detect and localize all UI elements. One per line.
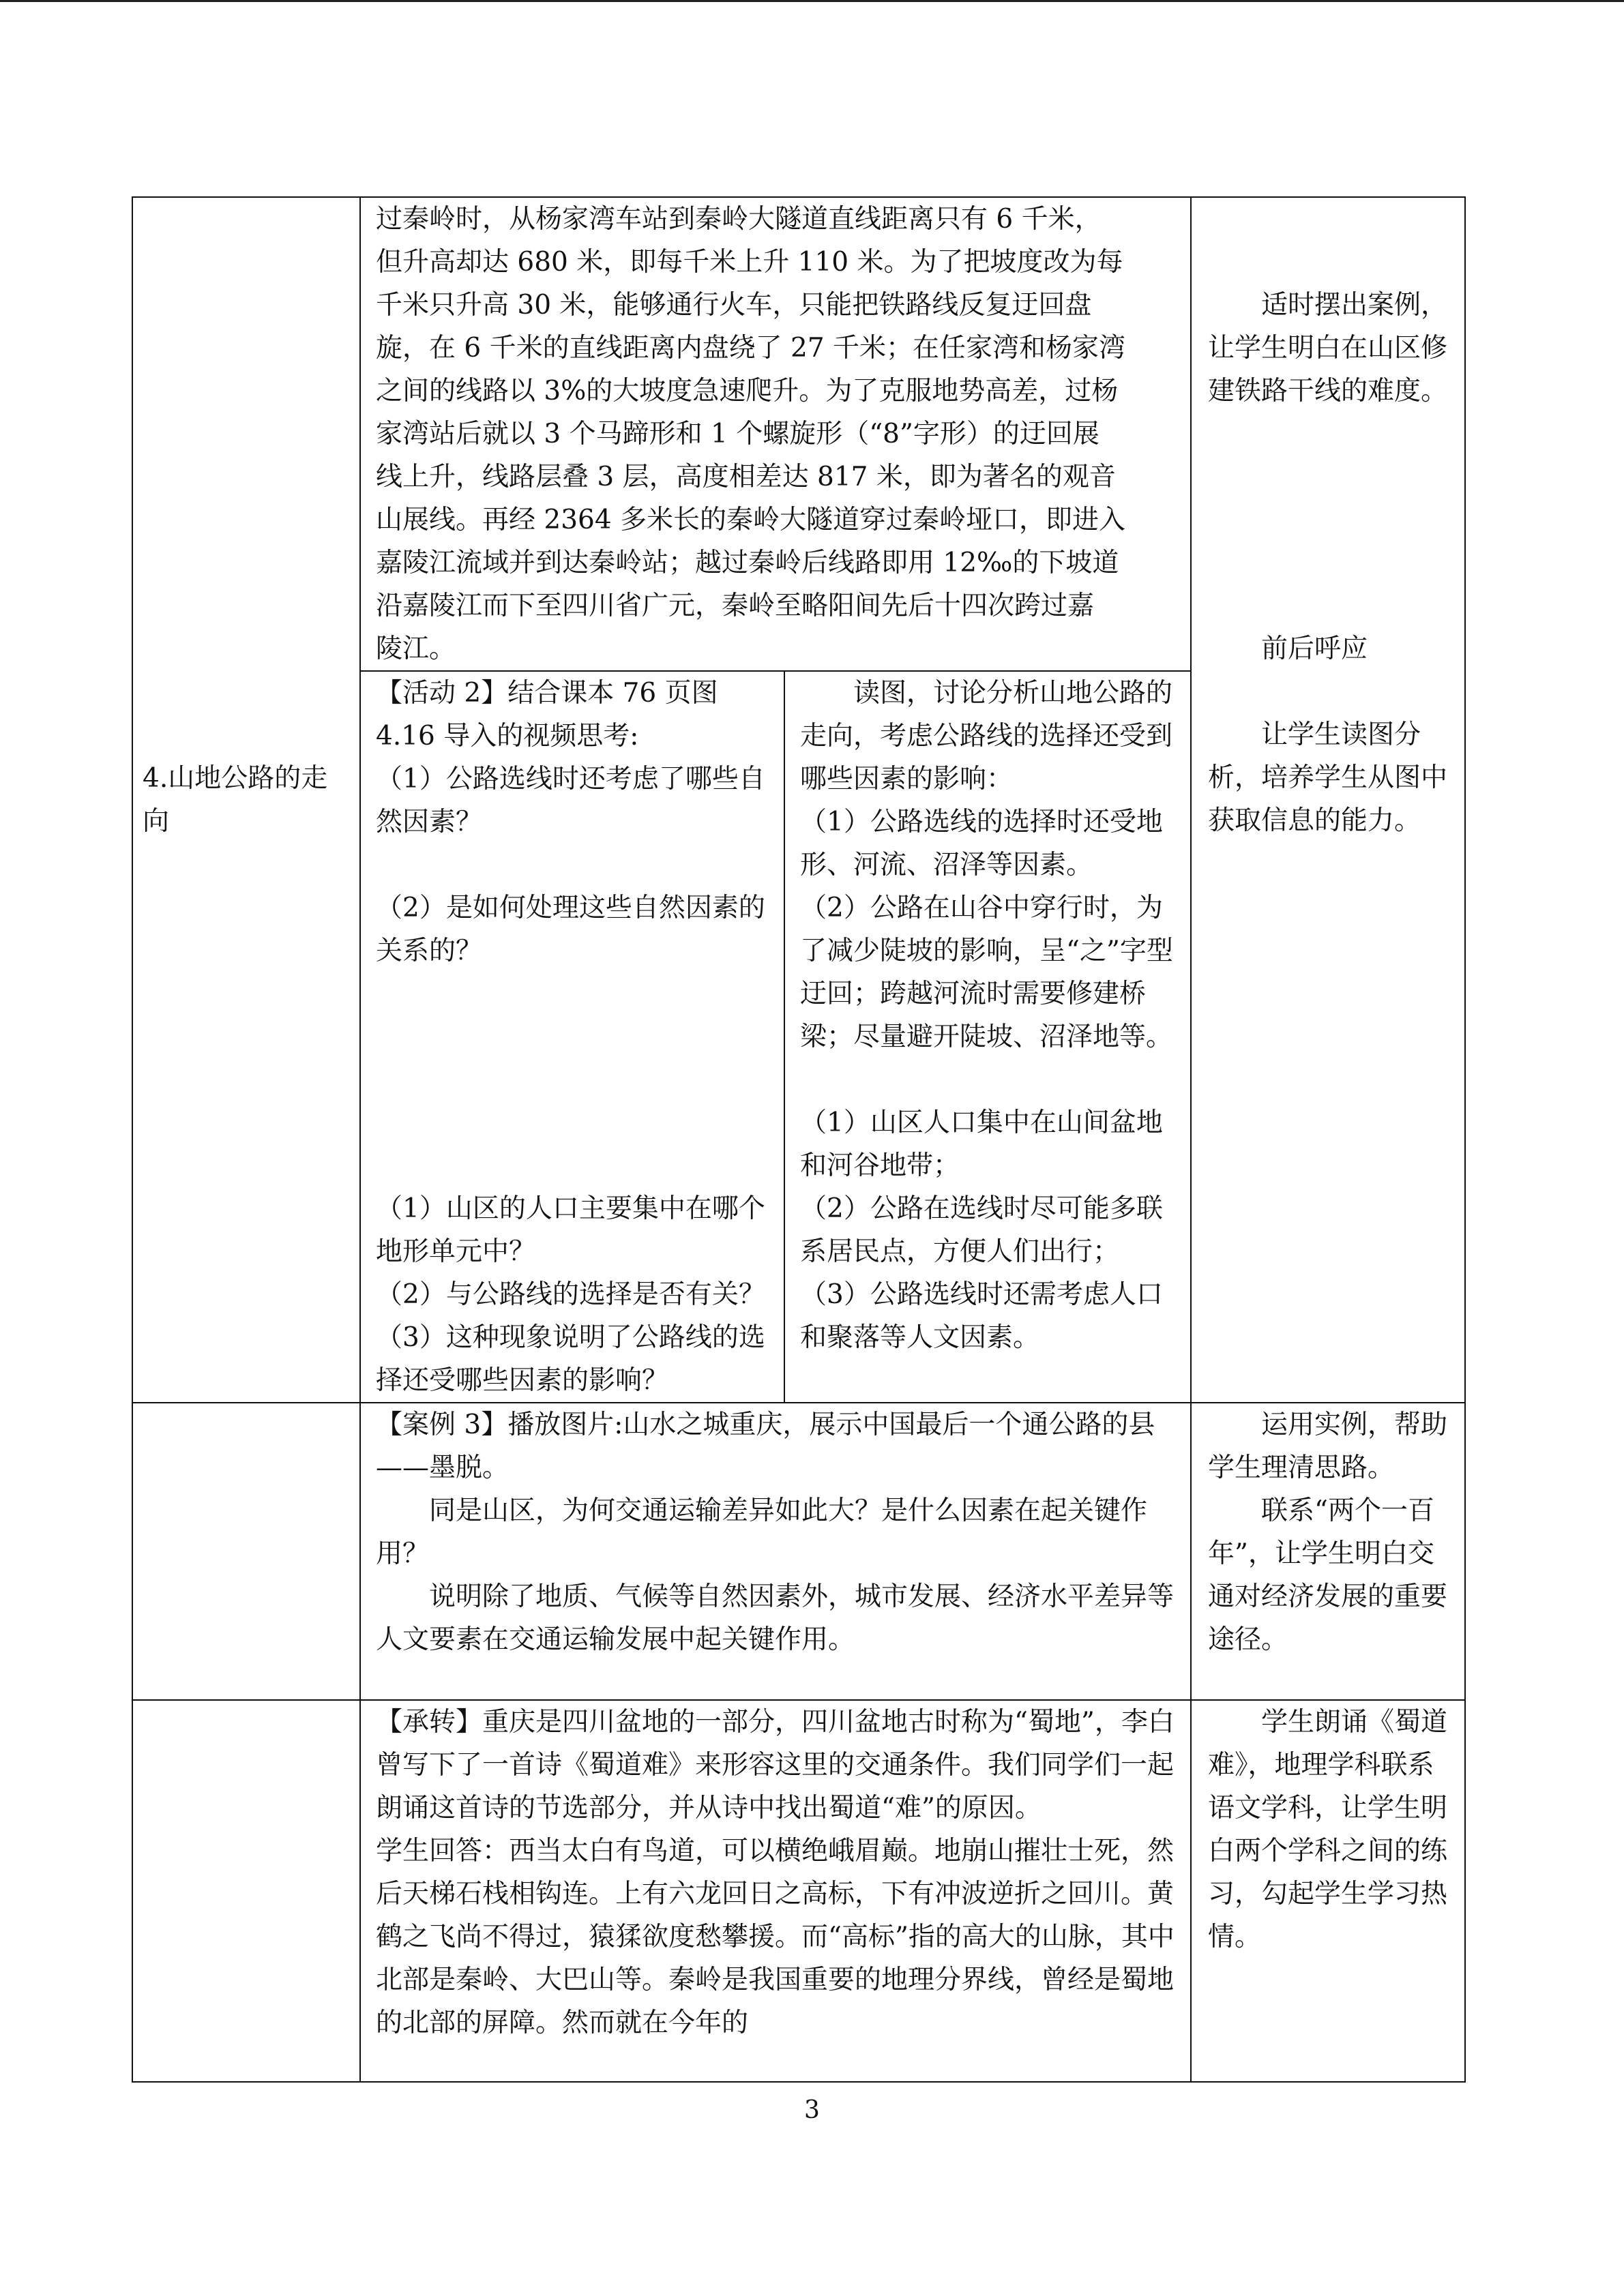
intent-read-map: 让学生读图分析，培养学生从图中获取信息的能力。 (1208, 719, 1448, 836)
transition-content-cell (360, 1700, 1191, 2082)
intent-echo: 前后呼应 (1261, 633, 1368, 664)
intent-cell-case3 (1191, 1403, 1465, 1700)
transition-paragraph: 【承转】重庆是四川盆地的一部分，四川盆地古时称为“蜀地”，李白曾写下了一首诗《蜀道难》来形容这里的交通条件。我们同学们一起朗诵这首诗的节选部分，并从诗中找出蜀道“难”的原因。 (376, 1707, 1175, 1823)
topic-label: 4.山地公路的走向 (143, 763, 328, 837)
student-answer: （3）公路选线时还需考虑人口和聚落等人文因素。 (800, 1279, 1163, 1353)
teacher-question: （1）山区的人口主要集中在哪个地形单元中？ (376, 1193, 765, 1267)
content-line: 旋，在 6 千米的直线距离内盘绕了 27 千米；在任家湾和杨家湾 (376, 333, 1126, 363)
intent-case3: 运用实例，帮助学生理清思路。 (1208, 1410, 1448, 1483)
content-line: 沿嘉陵江而下至四川省广元，秦岭至略阳间先后十四次跨过嘉 (376, 591, 1095, 621)
topic-cell (132, 197, 360, 1403)
teacher-question: （2）与公路线的选择是否有关？ (376, 1279, 765, 1310)
content-line: 线上升，线路层叠 3 层，高度相差达 817 米，即为著名的观音 (376, 462, 1116, 492)
row-qinling-case (132, 197, 1465, 671)
student-answer-paragraph: 学生回答：西当太白有鸟道，可以横绝峨眉巅。地崩山摧壮士死，然后天梯石栈相钩连。上有六龙回日之高标，下有冲波逆折之回川。黄鹤之飞尚不得过，猿猱欲度愁攀援。而“高标”指的高大的山脉，其中北部是秦岭、大巴山等。秦岭是我国重要的地理分界线，曾经是蜀地的北部的屏障。然而就在今年的 (376, 1836, 1175, 2038)
teacher-question: （2）是如何处理这些自然因素的关系的？ (376, 893, 765, 966)
teacher-question: （1）公路选线时还考虑了哪些自然因素？ (376, 764, 765, 837)
intent-cell-transition (1191, 1700, 1465, 2082)
page-number: 3 (804, 2096, 820, 2124)
content-line: 之间的线路以 3%的大坡度急速爬升。为了克服地势高差，过杨 (376, 376, 1119, 406)
intent-two-centenary: 联系“两个一百年”，让学生明白交通对经济发展的重要途径。 (1208, 1495, 1448, 1655)
teacher-activity-cell (360, 671, 784, 1403)
intent-transition: 学生朗诵《蜀道难》，地理学科联系语文学科，让学生明白两个学科之间的练习，勾起学生学习热情。 (1208, 1707, 1448, 1952)
row-case-3 (132, 1403, 1465, 1700)
content-line: 陵江。 (376, 633, 456, 664)
student-intro: 读图，讨论分析山地公路的走向，考虑公路线的选择还受到哪些因素的影响： (800, 678, 1173, 794)
case3-line: 说明除了地质、气候等自然因素外，城市发展、经济水平差异等人文要素在交通运输发展中起关键作用。 (376, 1581, 1175, 1655)
lesson-plan-table (132, 196, 1466, 2083)
empty-topic-cell (132, 1403, 360, 1700)
qinling-content-cell (360, 197, 1191, 671)
content-line: 但升高却达 680 米，即每千米上升 110 米。为了把坡度改为每 (376, 247, 1123, 278)
content-line: 家湾站后就以 3 个马蹄形和 1 个螺旋形（“8”字形）的迂回展 (376, 419, 1099, 449)
student-answer: （1）山区人口集中在山间盆地和河谷地带； (800, 1107, 1163, 1181)
page-top-border (0, 0, 1624, 2)
content-line: 过秦岭时，从杨家湾车站到秦岭大隧道直线距离只有 6 千米， (376, 204, 1102, 235)
row-transition (132, 1700, 1465, 2082)
case3-content-cell (360, 1403, 1191, 1700)
student-activity-cell (784, 671, 1191, 1403)
content-line: 千米只升高 30 米，能够通行火车，只能把铁路线反复迂回盘 (376, 290, 1092, 320)
teacher-question: （3）这种现象说明了公路线的选择还受哪些因素的影响？ (376, 1322, 765, 1396)
intent-cell-qinling-activity (1191, 197, 1465, 1403)
activity-header: 【活动 2】结合课本 76 页图 4.16 导入的视频思考: (376, 678, 718, 751)
case3-line: 同是山区，为何交通运输差异如此大？是什么因素在起关键作用？ (376, 1495, 1148, 1569)
empty-topic-cell (132, 1700, 360, 2082)
content-line: 嘉陵江流域并到达秦岭站；越过秦岭后线路即用 12‰的下坡道 (376, 548, 1119, 578)
content-line: 山展线。再经 2364 多米长的秦岭大隧道穿过秦岭垭口，即进入 (376, 505, 1126, 535)
student-answer: （1）公路选线的选择时还受地形、河流、沼泽等因素。 (800, 807, 1163, 880)
student-answer: （2）公路在选线时尽可能多联系居民点，方便人们出行； (800, 1193, 1163, 1267)
student-answer: （2）公路在山谷中穿行时，为了减少陡坡的影响，呈“之”字型迂回；跨越河流时需要修建桥梁；尽量避开陡坡、沼泽地等。 (800, 893, 1173, 1052)
case3-line: 【案例 3】播放图片:山水之城重庆，展示中国最后一个通公路的县——墨脱。 (376, 1410, 1155, 1483)
intent-qinling: 适时摆出案例，让学生明白在山区修建铁路干线的难度。 (1208, 290, 1448, 406)
